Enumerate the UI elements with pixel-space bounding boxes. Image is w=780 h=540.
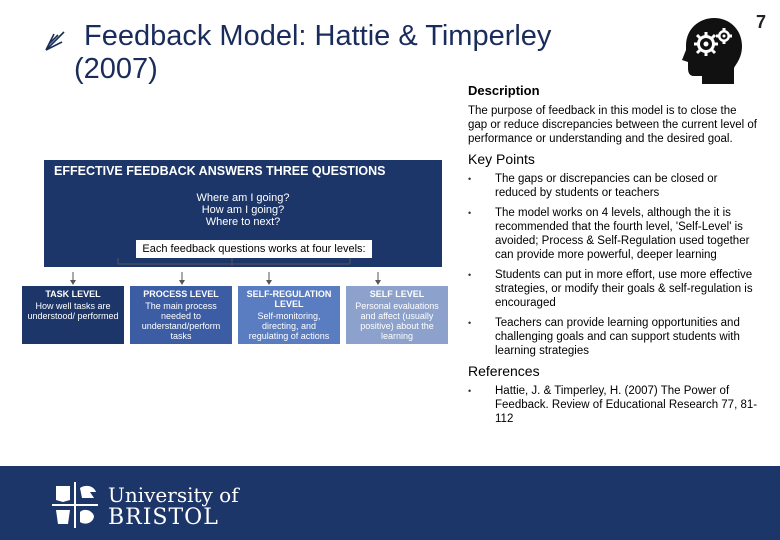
university-logo [108,484,239,530]
level-title: TASK LEVEL [45,289,101,299]
logo-line-1: University of [108,483,239,507]
text-column [468,84,758,432]
list-item: • Students can put in more effort, use more effective strategies, or modify their goals & self-regulation is encouraged [468,268,758,310]
self-level-box [346,286,448,344]
level-description: Self-monitoring, directing, and regulating of actions [248,311,330,341]
references-list [468,384,758,426]
feedback-diagram [22,160,446,350]
list-item: • Teachers can provide learning opportunities and challenging goals and can support students with learning strategies [468,316,758,358]
level-description: How well tasks are understood/ performed [27,301,119,321]
list-item: • Hattie, J. & Timperley, H. (2007) The Power of Feedback. Review of Educational Research 77, 81-112 [468,384,758,426]
list-item: • The model works on 4 levels, although the it is recommended that the fourth level, 'Self-Level' is avoided; Process & Self-Regulation used together can provide more powerful, deeper learning [468,206,758,262]
diagram-connectors [22,258,446,288]
question-2: How am I going? [201,204,285,216]
level-description: Personal evaluations and affect (usually positive) about the learning [355,301,439,341]
key-points-heading: Key Points [468,151,535,167]
list-item: • The gaps or discrepancies can be closed or reduced by students or teachers [468,172,758,200]
references-heading: References [468,363,540,379]
description-heading: Description [468,83,540,98]
level-title: SELF LEVEL [369,289,425,299]
level-description: The main process needed to understand/perform tasks [141,301,221,341]
self-regulation-level-box [238,286,340,344]
task-level-box [22,286,124,344]
page-title [74,20,644,86]
bristol-crest-icon [50,480,100,530]
level-title: PROCESS LEVEL [143,289,219,299]
footer-bar [0,466,780,540]
diagram-title: EFFECTIVE FEEDBACK ANSWERS THREE QUESTIONS [54,164,386,178]
head-gears-icon [676,16,744,86]
diagram-questions [44,192,442,228]
slide-bullet-icon [44,30,66,52]
question-3: Where to next? [205,216,281,228]
level-title: SELF-REGULATION LEVEL [246,289,332,309]
key-points-list [468,172,758,358]
question-1: Where am I going? [196,192,290,204]
title-line-2: (2007) [74,53,158,85]
diagram-band: Each feedback questions works at four levels: [136,240,372,258]
diagram-header-box [44,160,442,267]
description-text: The purpose of feedback in this model is to close the gap or reduce discrepancies between the current level of performance or understanding and the desired goal. [468,105,757,145]
process-level-box [130,286,232,344]
title-line-1: Feedback Model: Hattie & Timperley [84,20,552,52]
logo-line-2: BRISTOL [108,505,219,530]
page-number: 7 [755,12,766,32]
